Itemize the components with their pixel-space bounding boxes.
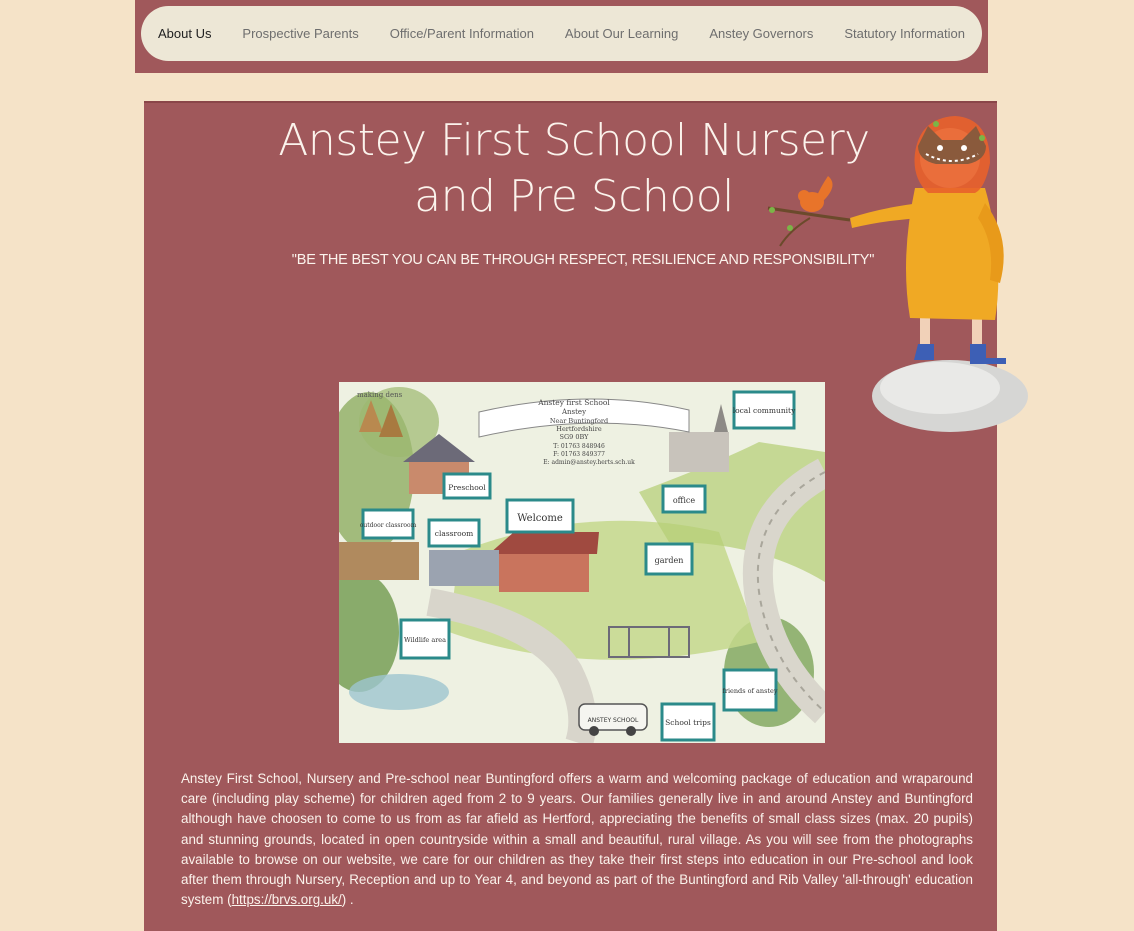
map-header-line-4: Hertfordshire	[556, 425, 602, 433]
nav-item-office-parent-information[interactable]: Office/Parent Information	[389, 26, 534, 41]
map-header-line-2: Anstey	[561, 408, 587, 416]
map-label-welcome	[507, 500, 573, 532]
svg-text:Preschool: Preschool	[448, 483, 486, 492]
nav-item-about-our-learning[interactable]: About Our Learning	[564, 26, 679, 41]
svg-text:making dens: making dens	[357, 391, 403, 399]
svg-text:Welcome: Welcome	[517, 513, 563, 524]
brvs-link[interactable]: https://brvs.org.uk/	[231, 892, 342, 908]
svg-text:Wildlife area: Wildlife area	[403, 636, 447, 644]
map-label-preschool	[444, 474, 490, 498]
nav-item-prospective-parents[interactable]: Prospective Parents	[242, 26, 359, 41]
map-header-line-5: SG9 0BY	[559, 433, 589, 441]
page-title-line-2: and Pre School	[414, 171, 734, 222]
map-label-classroom	[429, 520, 479, 546]
map-header-line-3: Near Buntingford	[549, 417, 609, 425]
map-header-line-1: Anstey first School	[538, 398, 610, 407]
map-header-line-8: E: admin@anstey.herts.sch.uk	[543, 459, 635, 466]
svg-text:garden: garden	[654, 556, 684, 565]
page-title-line-1: Anstey First School Nursery	[278, 115, 870, 166]
map-label-wildlife	[401, 620, 449, 658]
school-motto: "BE THE BEST YOU CAN BE THROUGH RESPECT, RESILIENCE AND RESPONSIBILITY"	[291, 252, 875, 268]
map-header-line-6: T: 01763 848946	[553, 443, 605, 450]
map-label-dens	[357, 391, 403, 399]
nav-item-about-us[interactable]: About Us	[158, 26, 212, 41]
description-text-end: ) .	[341, 892, 354, 908]
girl-fox-mask-illustration	[750, 108, 1050, 438]
school-description	[181, 769, 973, 910]
map-label-office	[663, 486, 705, 512]
description-text: Anstey First School, Nursery and Pre-school near Buntingford offers a warm and welcoming package of education and wraparound care (including play scheme) for children aged from 2 to 9 years. Our families generally live in and around Anstey and Buntingford although have choosen to come to us from as far afield as Hertford, appreciating the benefits of small class sizes (max. 20 pupils) and stunning grounds, located in open countryside within a small and beautiful, rural village. As you will see from the photographs available to browse on our website, we care for our children as they take their first steps into education in our Pre-school and look after them through Nursery, Reception and up to Year 4, and beyond as part of the Buntingford and Rib Valley 'all-through' education system (	[181, 771, 973, 908]
nav-item-anstey-governors[interactable]: Anstey Governors	[709, 26, 814, 41]
nav-menu	[141, 6, 982, 61]
map-header-line-7: F: 01763 849377	[553, 451, 605, 458]
top-nav	[135, 0, 988, 73]
map-label-outdoor-classroom	[360, 510, 417, 538]
svg-text:outdoor classroom: outdoor classroom	[359, 522, 417, 529]
nav-item-statutory-information[interactable]: Statutory Information	[844, 26, 965, 41]
map-label-friends	[722, 670, 777, 710]
map-label-trips	[662, 704, 714, 740]
svg-text:office: office	[672, 496, 696, 505]
svg-text:ANSTEY SCHOOL: ANSTEY SCHOOL	[587, 717, 639, 724]
map-label-garden	[646, 544, 692, 574]
svg-text:local community: local community	[732, 406, 796, 415]
svg-text:classroom: classroom	[434, 529, 474, 538]
svg-text:friends of anstey: friends of anstey	[722, 687, 778, 695]
svg-text:School trips: School trips	[665, 718, 711, 727]
